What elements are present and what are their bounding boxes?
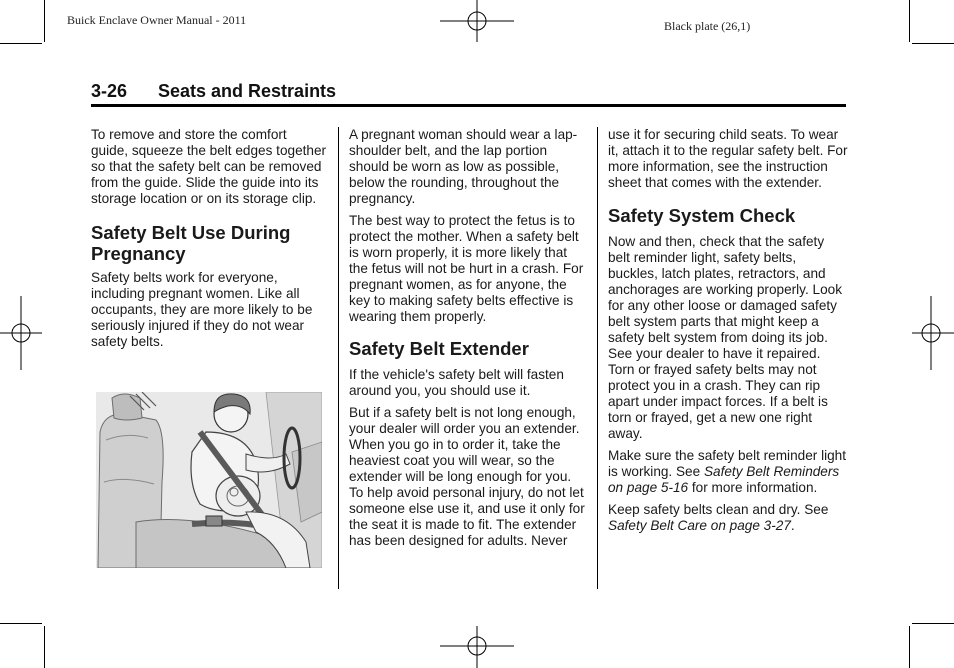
- registration-target-icon: [0, 296, 44, 370]
- crop-mark: [44, 0, 45, 42]
- crop-mark: [0, 623, 42, 624]
- cross-reference-link[interactable]: Safety Belt Reminders on page 5-16: [608, 464, 840, 495]
- section-header: [91, 80, 846, 107]
- paragraph: A pregnant woman should wear a lap-shoulder belt, and the lap portion should be worn as low as possible, below the rounding, throughout the pregnancy.: [349, 127, 578, 206]
- page-number: 3-26: [91, 81, 128, 101]
- section-title: Seats and Restraints: [158, 81, 337, 101]
- paragraph: If the vehicle's safety belt will fasten around you, you should use it.: [349, 367, 564, 398]
- registration-target-icon: [910, 296, 954, 370]
- manual-title: Buick Enclave Owner Manual - 2011: [67, 13, 247, 27]
- paragraph: Now and then, check that the safety belt reminder light, safety belts, buckles, latch plates, retractors, and anchorages are working properly. Look for any other loose or damaged safety belt system parts that might keep a safety belt system from doing its job. See your dealer to have it repaired. Torn or frayed safety belts may not protect you in a crash. They can rip apart under impact forces. If a belt is torn or frayed, get a new one right away.: [608, 234, 842, 441]
- column-divider: [338, 127, 339, 589]
- column-divider: [597, 127, 598, 589]
- paragraph-text: Keep safety belts clean and dry. See: [608, 502, 829, 517]
- crop-mark: [912, 623, 954, 624]
- paragraph-text: for more information.: [688, 480, 818, 495]
- crop-mark: [909, 0, 910, 42]
- heading-pregnancy: [91, 222, 327, 264]
- heading-system-check: Safety System Check: [608, 205, 796, 226]
- crop-mark: [909, 626, 910, 668]
- paragraph: The best way to protect the fetus is to protect the mother. When a safety belt is worn properly, it is more likely that the fetus will not be hurt in a crash. For pregnant women, as for anyone, the key to making safety belts effective is wearing them properly.: [349, 213, 584, 324]
- pregnancy-paragraph: Safety belts work for everyone, including pregnant women. Like all occupants, they are more likely to be seriously injured if they do not wear safety belts.: [91, 270, 313, 349]
- registration-target-icon: [440, 0, 514, 44]
- column-3: [608, 127, 848, 540]
- column-1: [91, 127, 327, 356]
- paragraph: [608, 448, 848, 496]
- pregnant-woman-seatbelt-illustration: [96, 392, 322, 568]
- paragraph: use it for securing child seats. To wear it, attach it to the regular safety belt. For more information, see the instruction sheet that comes with the extender.: [608, 127, 848, 190]
- registration-target-icon: [440, 626, 514, 668]
- intro-paragraph: To remove and store the comfort guide, squeeze the belt edges together so that the safety belt can be removed from the guide. Slide the guide into its storage location or on its storage clip.: [91, 127, 327, 206]
- crop-mark: [44, 626, 45, 668]
- paragraph: [608, 502, 848, 534]
- paragraph-text: Make sure the safety belt reminder light is working. See: [608, 448, 847, 479]
- heading-extender: Safety Belt Extender: [349, 338, 529, 359]
- crop-mark: [0, 43, 42, 44]
- crop-mark: [912, 43, 954, 44]
- column-2: [349, 127, 589, 555]
- paragraph-text: .: [790, 518, 795, 533]
- paragraph: But if a safety belt is not long enough, your dealer will order you an extender. When you go in to order it, take the heaviest coat you will wear, so the extender will be long enough for you. To help avoid personal injury, do not let someone else use it, and use it only for the seat it is made to fit. The extender has been designed for adults. Never: [349, 405, 585, 548]
- heading-line: Safety Belt Use During: [91, 222, 291, 243]
- plate-label: Black plate (26,1): [664, 19, 751, 33]
- cross-reference-link[interactable]: Safety Belt Care on page 3-27: [608, 518, 791, 533]
- heading-line: Pregnancy: [91, 243, 186, 264]
